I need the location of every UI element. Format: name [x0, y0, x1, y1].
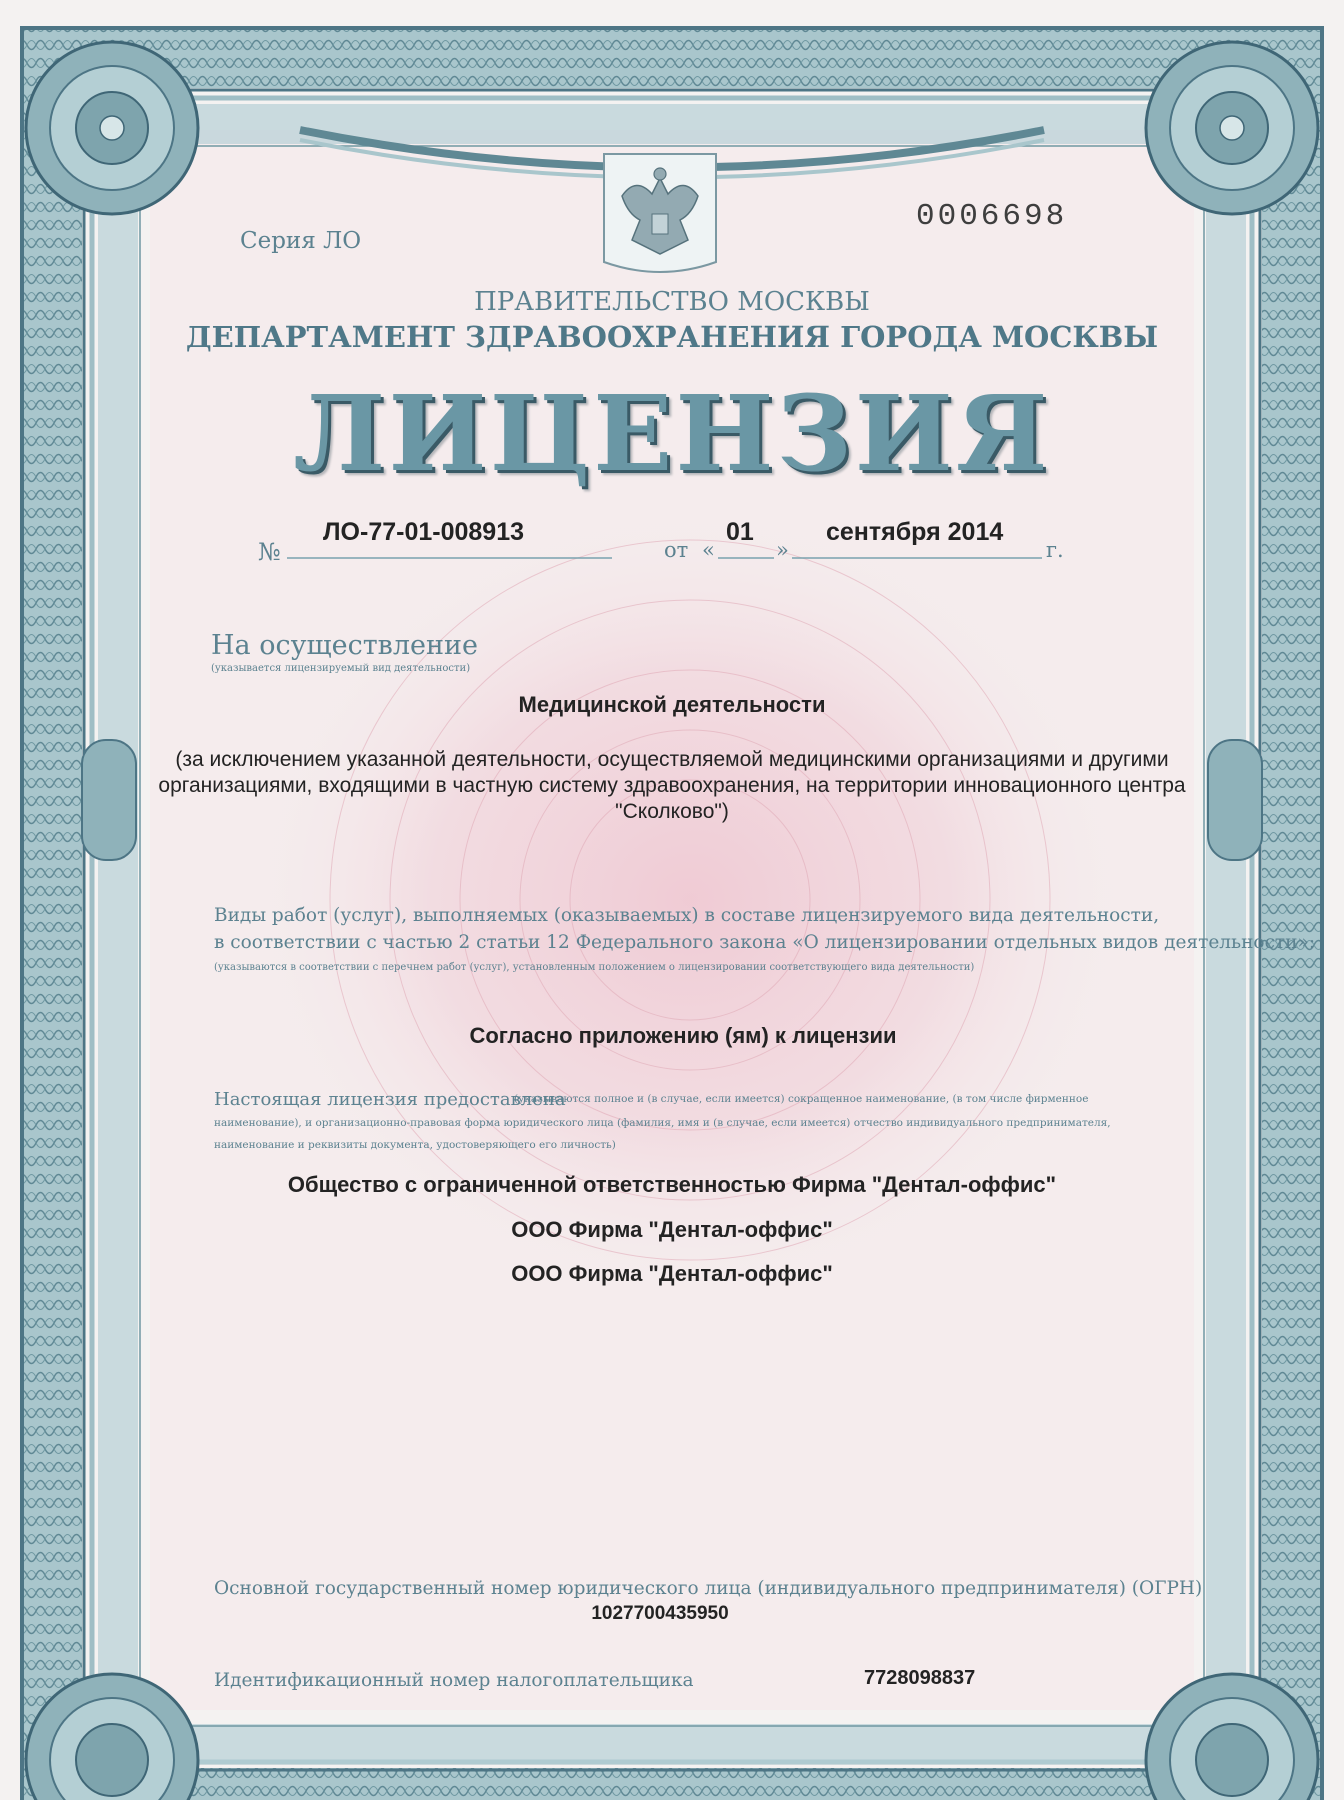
serial-number: 0006698 [916, 199, 1068, 234]
date-from-label: от [664, 538, 689, 562]
issuing-government: ПРАВИТЕЛЬСТВО МОСКВЫ [474, 287, 870, 317]
inn-label: Идентификационный номер налогоплательщика [214, 1670, 694, 1691]
corner-rosette-icon [1146, 42, 1318, 214]
series-label: Серия ЛО [240, 228, 362, 254]
number-label: № [258, 538, 281, 566]
organization-short-name: ООО Фирма "Дентал-оффис" [511, 1217, 833, 1242]
activity-heading: На осуществление [211, 630, 478, 661]
issue-month-year: сентября 2014 [826, 518, 1004, 546]
works-description [214, 902, 1315, 956]
date-quote-close: » [776, 538, 789, 562]
works-description-line: Виды работ (услуг), выполняемых (оказываемых) в составе лицензируемого вида деятельности, [214, 905, 1160, 926]
license-number: ЛО-77-01-008913 [323, 518, 525, 546]
activity-note: (за исключением указанной деятельности, осуществляемой медицинскими организациями и другими организациями, входящими в частную систему здравоохранения, на территории инновационного центра "Сколково") [158, 748, 1186, 823]
inn-value: 7728098837 [864, 1667, 976, 1689]
activity-hint: (указывается лицензируемый вид деятельности) [211, 663, 471, 674]
russian-coat-of-arms-icon [604, 154, 716, 272]
granted-label: Настоящая лицензия предоставлена [214, 1089, 566, 1110]
works-value: Согласно приложению (ям) к лицензии [469, 1023, 897, 1048]
activity-name: Медицинской деятельности [518, 692, 826, 717]
granted-hint: (указываются полное и (в случае, если имеется) сокращенное наименование, (в том числе фирменное [514, 1093, 1089, 1105]
granted-hint: наименование), и организационно-правовая форма юридического лица (фамилия, имя и (в случае, если имеется) отчество индивидуального предпринимателя, [214, 1117, 1111, 1129]
document-title: ЛИЦЕНЗИЯ [293, 372, 1051, 495]
ogrn-label: Основной государственный номер юридического лица (индивидуального предпринимателя) (ОГРН) [214, 1578, 1203, 1599]
organization-full-name: Общество с ограниченной ответственностью Фирма "Дентал-оффис" [287, 1172, 1057, 1197]
year-suffix: г. [1046, 538, 1064, 562]
organization-brand-name: ООО Фирма "Дентал-оффис" [511, 1261, 833, 1286]
granted-hint: наименование и реквизиты документа, удостоверяющего его личность) [214, 1139, 616, 1151]
ogrn-value: 1027700435950 [591, 1603, 729, 1624]
issue-day: 01 [726, 518, 754, 546]
issuing-department: ДЕПАРТАМЕНТ ЗДРАВООХРАНЕНИЯ ГОРОДА МОСКВЫ [185, 320, 1159, 354]
works-hint: (указываются в соответствии с перечнем работ (услуг), установленным положением о лицензировании соответствующего вида деятельности) [214, 962, 975, 973]
works-description-line: в соответствии с частью 2 статьи 12 Федерального закона «О лицензировании отдельных видов деятельности»: [214, 932, 1316, 953]
corner-rosette-icon [26, 42, 198, 214]
date-quote-open: « [702, 538, 715, 562]
